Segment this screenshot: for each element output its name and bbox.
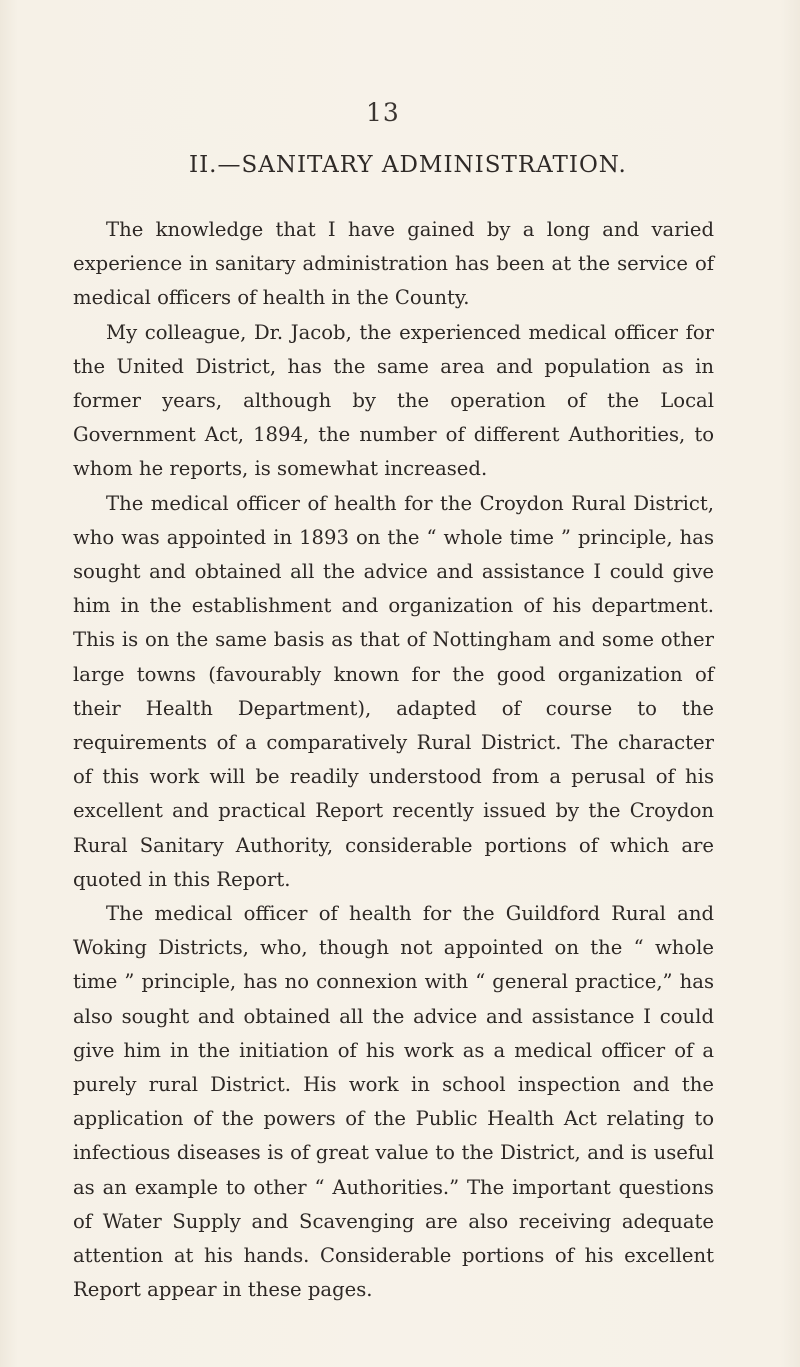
section-heading: II.—SANITARY ADMINISTRATION.: [189, 152, 627, 178]
paragraph: My colleague, Dr. Jacob, the experienced medical officer for the United District, has the same area and population as in former years, although by the operation of the Local Government Act, 1894, the number of different Authorities, to whom he reports, is somewhat increased.: [73, 320, 714, 481]
paragraph: The knowledge that I have gained by a long and varied experience in sanitary administration has been at the service of medical officers of health in the County.: [73, 218, 714, 310]
page-number: 13: [366, 98, 400, 127]
body-text: [73, 213, 714, 1308]
paragraph: The medical officer of health for the Croydon Rural District, who was appointed in 1893 on the “ whole time ” principle, has sought and obtained all the advice and assistance I could give him in the establishment and organization of his department. This is on the same basis as that of Nottingham and some other large towns (favourably known for the good organization of their Health Department), adapted of course to the requirements of a comparatively Rural District. The character of this work will be readily understood from a perusal of his excellent and practical Report recently issued by the Croydon Rural Sanitary Authority, considerable portions of which are quoted in this Report.: [73, 491, 714, 891]
paragraph: The medical officer of health for the Guildford Rural and Woking Districts, who, though not appointed on the “ whole time ” principle, has no connexion with “ general practice,” has also sought and obtained all the advice and assistance I could give him in the initiation of his work as a medical officer of a purely rural District. His work in school inspection and the application of the powers of the Public Health Act relating to infectious diseases is of great value to the District, and is useful as an example to other “ Authorities.” The important questions of Water Supply and Scavenging are also receiving adequate attention at his hands. Considerable portions of his excellent Report appear in these pages.: [73, 902, 714, 1302]
